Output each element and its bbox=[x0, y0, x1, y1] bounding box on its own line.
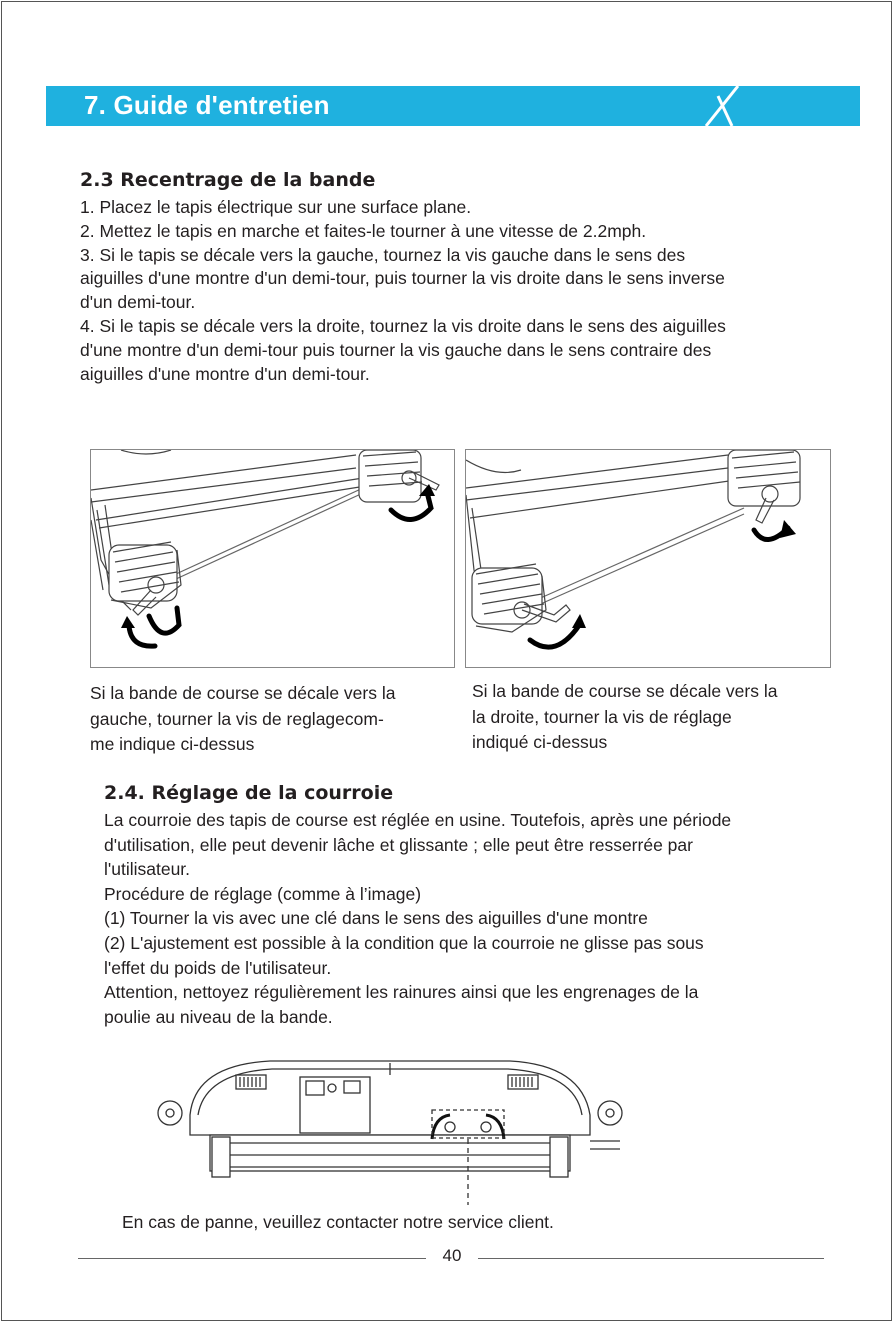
caption-left bbox=[90, 681, 395, 758]
text-line: 2. Mettez le tapis en marche et faites-le tourner à une vitesse de 2.2mph. bbox=[80, 220, 647, 241]
x-logo-icon bbox=[698, 86, 748, 126]
section-body-courroie bbox=[104, 808, 731, 1029]
footer-rule-left bbox=[78, 1258, 426, 1259]
footer-service-note: En cas de panne, veuillez contacter notre service client. bbox=[122, 1212, 554, 1232]
section-body-recentrage bbox=[80, 196, 726, 386]
caption-line: indiqué ci-dessus bbox=[472, 732, 608, 752]
treadmill-rear-left-illustration bbox=[91, 450, 454, 667]
section-banner bbox=[46, 86, 860, 126]
text-line: Attention, nettoyez régulièrement les rainures ainsi que les engrenages de la bbox=[104, 982, 699, 1003]
caption-right bbox=[472, 679, 777, 756]
text-line: La courroie des tapis de course est réglée en usine. Toutefois, après une période bbox=[104, 810, 732, 830]
section-heading-recentrage: 2.3 Recentrage de la bande bbox=[80, 169, 376, 191]
text-line: l'utilisateur. bbox=[104, 859, 191, 880]
text-line: aiguilles d'une montre d'un demi-tour, puis tourner la vis droite dans le sens inverse bbox=[80, 268, 725, 289]
text-line: 4. Si le tapis se décale vers la droite, tournez la vis droite dans le sens des aiguilles bbox=[80, 315, 726, 336]
figure-belt-right bbox=[465, 449, 831, 668]
treadmill-rear-view-illustration bbox=[150, 1055, 630, 1205]
caption-line: la droite, tourner la vis de réglage bbox=[472, 706, 732, 727]
footer-rule-right bbox=[478, 1258, 824, 1259]
section-heading-courroie: 2.4. Réglage de la courroie bbox=[104, 782, 394, 804]
text-line: aiguilles d'une montre d'un demi-tour. bbox=[80, 363, 370, 384]
text-line: Procédure de réglage (comme à l’image) bbox=[104, 883, 422, 904]
treadmill-rear-right-illustration bbox=[466, 450, 830, 667]
banner-title: 7. Guide d'entretien bbox=[84, 90, 330, 120]
text-line: 1. Placez le tapis électrique sur une surface plane. bbox=[80, 197, 472, 217]
caption-line: gauche, tourner la vis de reglagecom- bbox=[90, 708, 384, 729]
text-line: d'utilisation, elle peut devenir lâche et glissante ; elle peut être resserrée par bbox=[104, 834, 693, 855]
caption-line: Si la bande de course se décale vers la bbox=[90, 683, 396, 703]
caption-line: Si la bande de course se décale vers la bbox=[472, 681, 778, 701]
text-line: poulie au niveau de la bande. bbox=[104, 1006, 333, 1027]
text-line: (2) L'ajustement est possible à la condition que la courroie ne glisse pas sous bbox=[104, 932, 704, 953]
text-line: d'un demi-tour. bbox=[80, 292, 196, 313]
text-line: (1) Tourner la vis avec une clé dans le sens des aiguilles d'une montre bbox=[104, 908, 648, 929]
text-line: 3. Si le tapis se décale vers la gauche, tournez la vis gauche dans le sens des bbox=[80, 244, 686, 265]
figure-belt-left bbox=[90, 449, 455, 668]
page-number: 40 bbox=[442, 1246, 462, 1265]
text-line: l'effet du poids de l'utilisateur. bbox=[104, 957, 332, 978]
text-line: d'une montre d'un demi-tour puis tourner la vis gauche dans le sens contraire des bbox=[80, 339, 712, 360]
caption-line: me indique ci-dessus bbox=[90, 734, 255, 754]
